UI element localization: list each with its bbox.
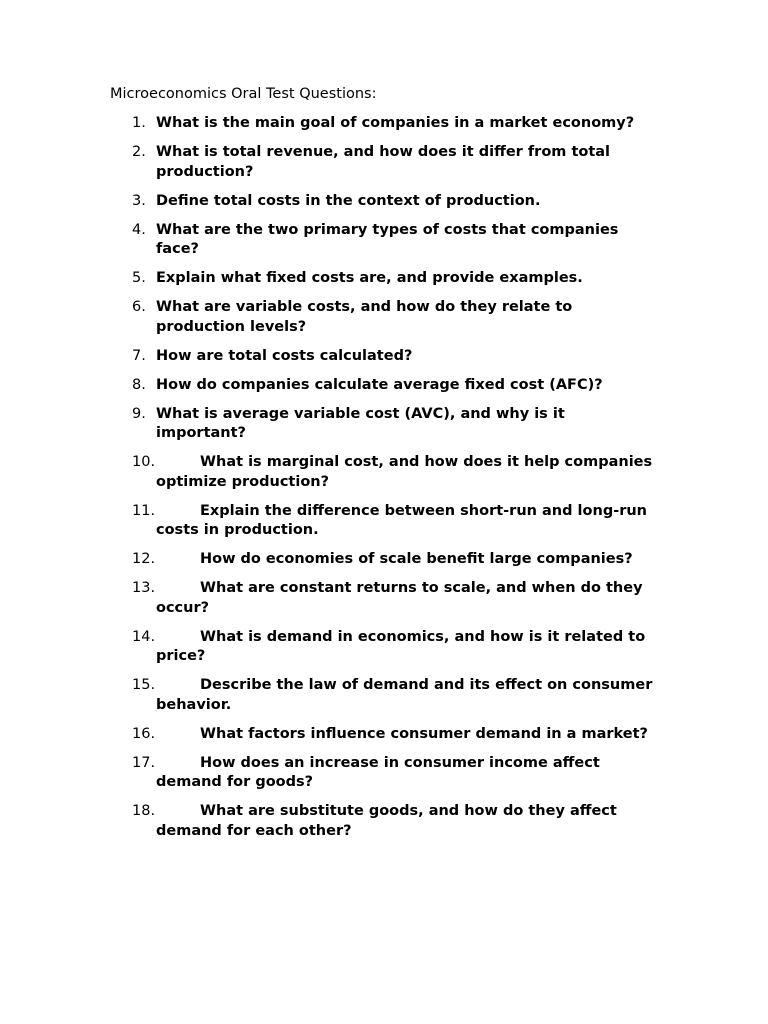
question-text-content: What are substitute goods, and how do they affect demand for each other? <box>156 803 617 839</box>
question-list <box>0 114 768 851</box>
question-number: 10. <box>132 454 156 470</box>
list-item <box>0 676 656 715</box>
question-number: 7. <box>132 347 146 364</box>
list-item <box>0 298 656 337</box>
question-text <box>156 726 648 742</box>
question-text <box>156 503 647 539</box>
question-text <box>156 348 412 364</box>
question-text-content: What is average variable cost (AVC), and why is it important? <box>156 405 565 441</box>
list-item <box>0 550 656 570</box>
question-text-content: How do companies calculate average fixed cost (AFC)? <box>156 376 603 393</box>
list-item <box>0 754 656 793</box>
question-number: 9. <box>132 405 146 422</box>
question-text <box>156 193 541 209</box>
list-item <box>0 628 656 667</box>
question-number: 18. <box>132 803 156 819</box>
question-text-content: Define total costs in the context of production. <box>156 192 541 209</box>
question-number: 17. <box>132 754 156 771</box>
question-number: 16. <box>132 725 156 742</box>
list-item <box>0 502 656 541</box>
list-item <box>0 269 656 289</box>
list-item <box>0 347 656 367</box>
question-text-content: What is total revenue, and how does it differ from total production? <box>156 144 611 180</box>
list-item <box>0 405 656 444</box>
question-text-content: How do economies of scale benefit large companies? <box>200 551 633 567</box>
list-item <box>0 579 656 618</box>
question-text-content: Describe the law of demand and its effect on consumer behavior. <box>156 677 653 713</box>
question-text <box>156 406 565 442</box>
list-item <box>0 192 656 212</box>
list-item <box>0 143 656 182</box>
question-text <box>156 115 634 131</box>
question-text <box>156 144 610 180</box>
list-item <box>0 453 656 492</box>
question-number: 8. <box>132 376 146 393</box>
list-item <box>0 221 656 260</box>
question-number: 14. <box>132 628 156 645</box>
question-text <box>156 299 572 335</box>
question-number: 1. <box>132 115 146 131</box>
question-text-content: Explain the difference between short-run and long-run costs in production. <box>156 502 648 538</box>
list-item <box>0 376 656 396</box>
question-text-content: Explain what fixed costs are, and provide examples. <box>156 270 583 286</box>
question-number: 12. <box>132 551 156 567</box>
question-text <box>156 551 633 567</box>
question-text-content: What is demand in economics, and how is it related to price? <box>156 628 646 664</box>
question-text <box>156 377 603 393</box>
question-number: 13. <box>132 580 156 596</box>
question-number: 11. <box>132 502 156 519</box>
question-text-content: How does an increase in consumer income affect demand for goods? <box>156 754 600 790</box>
question-text <box>156 270 583 286</box>
document-title: Microeconomics Oral Test Questions: <box>110 86 377 102</box>
question-text <box>156 580 643 616</box>
question-text-content: What is the main goal of companies in a market economy? <box>156 115 635 131</box>
question-text-content: What are variable costs, and how do they relate to production levels? <box>156 299 573 335</box>
question-text-content: What factors influence consumer demand in a market? <box>200 725 648 742</box>
question-text <box>156 803 617 839</box>
question-text <box>156 629 645 665</box>
question-number: 6. <box>132 299 146 315</box>
question-text <box>156 677 652 713</box>
question-text-content: What is marginal cost, and how does it help companies optimize production? <box>156 454 653 490</box>
list-item <box>0 114 656 134</box>
question-number: 15. <box>132 677 156 693</box>
question-text <box>156 454 652 490</box>
question-number: 4. <box>132 221 146 238</box>
question-number: 5. <box>132 270 146 286</box>
question-text <box>156 755 600 791</box>
question-text <box>156 222 618 258</box>
question-text-content: What are the two primary types of costs that companies face? <box>156 221 619 257</box>
question-number: 3. <box>132 192 146 209</box>
question-text-content: How are total costs calculated? <box>156 347 413 364</box>
list-item <box>0 725 656 745</box>
question-number: 2. <box>132 144 146 160</box>
list-item <box>0 802 656 841</box>
question-text-content: What are constant returns to scale, and when do they occur? <box>156 580 643 616</box>
